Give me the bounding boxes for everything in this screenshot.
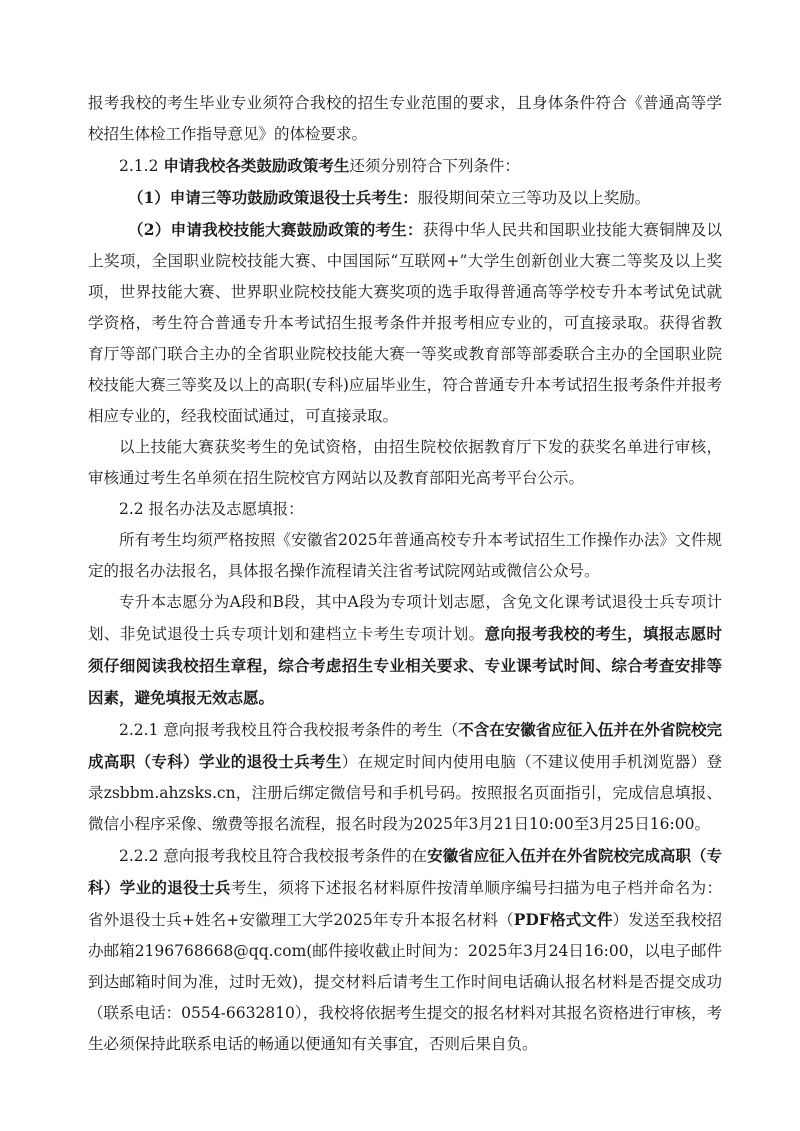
paragraph-exemption-review: 以上技能大赛获奖考生的免试资格，由招生院校依据教育厅下发的获奖名单进行审核，审核通过考生名单须在招生院校官方网站以及教育部阳光高考平台公示。 [88,438,722,487]
paragraph-skills-competition: （2）申请我校技能大赛鼓励政策的考生：获得中华人民共和国职业技能大赛铜牌及以上奖项，全国职业院校技能大赛、中国国际“互联网+”大学生创新创业大赛二等奖及以上奖项，世界技能大赛、世界职业院校技能大赛奖项的选手取得普通高等学校专升本考试免试就学资格，考生符合普通专升本考试招生报考条件并报考相应专业的，可直接录取。获得省教育厅等部门联合主办的全省职业院校技能大赛一等奖或教育部等部委联合主办的全国职业院校技能大赛三等奖及以上的高职(专科)应届毕业生，符合普通专升本考试招生报考条件并报考相应专业的，经我校面试通过，可直接录取。 [88,220,722,425]
paragraph-2-2-1: 2.2.1 意向报考我校且符合我校报考条件的考生（不含在安徽省应征入伍并在外省院校完成高职（专科）学业的退役士兵考生）在规定时间内使用电脑（不建议使用手机浏览器）登录zsbbm.ahzsks.cn，注册后绑定微信号和手机号码。按照报名页面指引，完成信息填报、微信小程序采像、缴费等报名流程，报名时段为2025年3月21日10:00至3月25日16:00。 [88,720,722,833]
paragraph-volunteer-sections: 专升本志愿分为A段和B段，其中A段为专项计划志愿，含免文化课考试退役士兵专项计划、非免试退役士兵专项计划和建档立卡考生专项计划。意向报考我校的考生，填报志愿时须仔细阅读我校招生章程，综合考虑招生专业相关要求、专业课考试时间、综合考查安排等因素，避免填报无效志愿。 [88,593,722,707]
page-body [88,88,722,1060]
section-heading-2-2: 2.2 报名办法及志愿填报： [119,500,304,518]
paragraph-veteran-merit: （1）申请三等功鼓励政策退役士兵考生：服役期间荣立三等功及以上奖励。 [128,188,651,207]
paragraph-physical-exam: 报考我校的考生毕业专业须符合我校的招生专业范围的要求，且身体条件符合《普通高等学校招生体检工作指导意见》的体检要求。 [88,94,722,143]
paragraph-registration-method: 所有考生均须严格按照《安徽省2025年普通高校专升本考试招生工作操作办法》文件规定的报名办法报名，具体报名操作流程请关注省考试院网站或微信公众号。 [88,531,722,580]
paragraph-2-1-2: 2.1.2 申请我校各类鼓励政策考生还须分别符合下列条件： [119,156,520,175]
paragraph-2-2-2: 2.2.2 意向报考我校且符合我校报考条件的在安徽省应征入伍并在外省院校完成高职（专科）学业的退役士兵考生，须将下述报名材料原件按清单顺序编号扫描为电子档并命名为：省外退役士兵+姓名+安徽理工大学2025年专升本报名材料（PDF格式文件）发送至我校招办邮箱2196768668@qq.com(邮件接收截止时间为：2025年3月24日16:00，以电子邮件到达邮箱时间为准，过时无效)，提交材料后请考生工作时间电话确认报名材料是否提交成功（联系电话：0554-6632810），我校将依据考生提交的报名材料对其报名资格进行审核，考生必须保持此联系电话的畅通以便通知有关事宜，否则后果自负。 [88,846,722,1053]
